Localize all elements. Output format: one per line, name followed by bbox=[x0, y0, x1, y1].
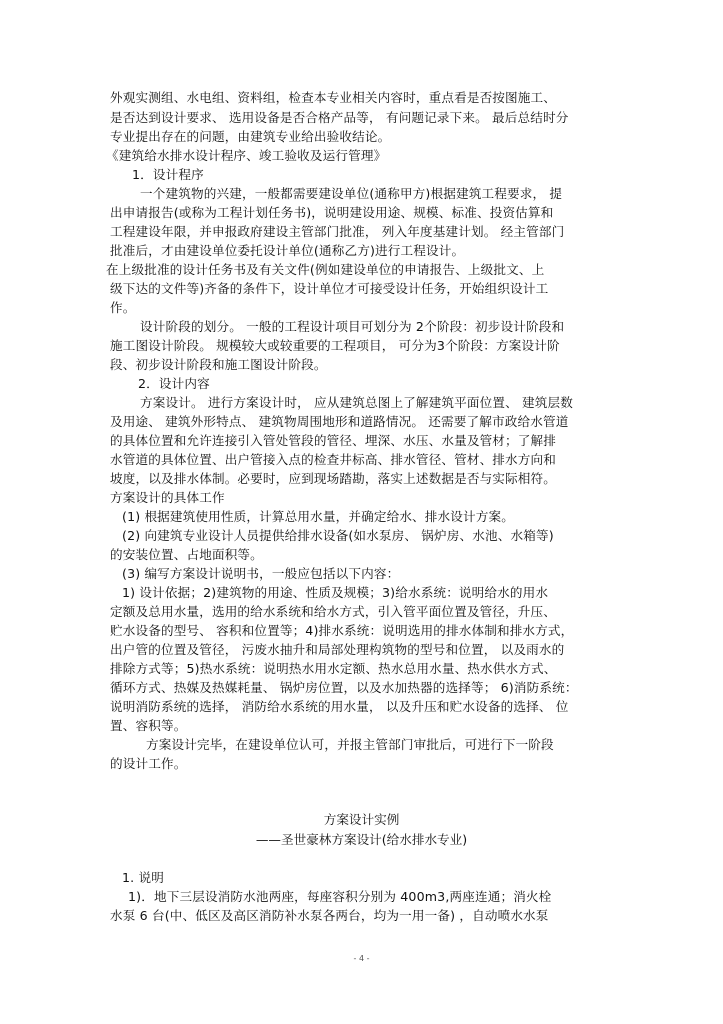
text-line: 坡度，以及排水体制。必要时，应到现场踏勘，落实上述数据是否与实际相符。 bbox=[110, 471, 557, 486]
text-line: 方案设计的具体工作 bbox=[110, 490, 225, 505]
text-line: 的设计工作。 bbox=[110, 756, 187, 771]
section-title: 方案设计实例 bbox=[323, 812, 400, 827]
text-line: 出申请报告(或称为工程计划任务书)，说明建设用途、规模、标准、投资估算和 bbox=[110, 205, 554, 220]
heading-design-procedure: 1．设计程序 bbox=[132, 167, 204, 182]
text-line: 排除方式等；5)热水系统：说明热水用水定额、热水总用水量、热水供水方式、 bbox=[110, 661, 557, 676]
page-number: - 4 - bbox=[353, 954, 370, 963]
text-line: 的具体位置和允许连接引入管处管段的管径、埋深、水压、水量及管材；了解排 bbox=[110, 433, 557, 448]
text-line: 级下达的文件等)齐备的条件下，设计单位才可接受设计任务，开始组织设计工 bbox=[110, 281, 549, 296]
text-line: 施工图设计阶段。 规模较大或较重要的工程项目， 可分为3个阶段：方案设计阶 bbox=[110, 338, 560, 353]
text-line: 《建筑给水排水设计程序、竣工验收及运行管理》 bbox=[106, 148, 387, 163]
text-line: 外观实测组、水电组、资料组，检查本专业相关内容时，重点看是否按图施工、 bbox=[110, 90, 557, 105]
text-line: 工程建设年限，并申报政府建设主管部门批准， 列入年度基建计划。 经主管部门 bbox=[110, 224, 565, 239]
text-line: (3) 编写方案设计说明书，一般应包括以下内容： bbox=[122, 566, 400, 581]
text-line: (1) 根据建筑使用性质，计算总用水量，并确定给水、排水设计方案。 bbox=[122, 509, 515, 524]
text-line: 1. 说明 bbox=[122, 870, 164, 885]
text-line: 批准后，才由建设单位委托设计单位(通称乙方)进行工程设计。 bbox=[110, 243, 465, 258]
text-line: (2) 向建筑专业设计人员提供给排水设备(如水泵房、 锅炉房、水池、水箱等) bbox=[122, 528, 554, 543]
text-line: 方案设计完毕，在建设单位认可，并报主管部门审批后，可进行下一阶段 bbox=[146, 737, 554, 752]
text-line: 方案设计。 进行方案设计时， 应从建筑总图上了解建筑平面位置、 建筑层数 bbox=[140, 395, 574, 410]
section-subtitle: ——圣世豪林方案设计(给水排水专业) bbox=[255, 832, 468, 847]
text-line: 专业提出存在的问题，由建筑专业给出验收结论。 bbox=[110, 129, 391, 144]
heading-design-content: 2．设计内容 bbox=[138, 376, 210, 391]
text-line: 出户管的位置及管径， 污废水抽升和局部处理构筑物的型号和位置， 以及雨水的 bbox=[110, 642, 565, 657]
text-line: 一个建筑物的兴建，一般都需要建设单位(通称甲方)根据建筑工程要求， 提 bbox=[140, 186, 563, 201]
text-line: 1)．地下三层设消防水池两座，每座容积分别为 400m3,两座连通；消火栓 bbox=[128, 889, 552, 904]
text-line: 在上级批准的设计任务书及有关文件(例如建设单位的申请报告、上级批文、上 bbox=[106, 262, 545, 277]
text-line: 说明消防系统的选择， 消防给水系统的用水量， 以及升压和贮水设备的选择、 位 bbox=[110, 699, 569, 714]
text-line: 置、容积等。 bbox=[110, 718, 187, 733]
text-line: 及用途、 建筑外形特点、 建筑物周围地形和道路情况。 还需要了解市政给水管道 bbox=[110, 414, 569, 429]
text-line: 段、初步设计阶段和施工图设计阶段。 bbox=[110, 357, 327, 372]
text-line: 设计阶段的划分。 一般的工程设计项目可划分为 2个阶段：初步设计阶段和 bbox=[140, 319, 565, 334]
text-line: 的安装位置、占地面积等。 bbox=[110, 547, 263, 562]
text-line: 1) 设计依据；2)建筑物的用途、性质及规模；3)给水系统：说明给水的用水 bbox=[122, 585, 549, 600]
text-line: 定额及总用水量，选用的给水系统和给水方式，引入管平面位置及管径，升压、 bbox=[110, 604, 557, 619]
text-line: 水管道的具体位置、出户管接入点的检查井标高、排水管径、管材、排水方向和 bbox=[110, 452, 557, 467]
text-line: 水泵 6 台(中、低区及高区消防补水泵各两台，均为一用一备) ，自动喷水水泵 bbox=[110, 908, 549, 923]
text-line: 贮水设备的型号、 容积和位置等；4)排水系统：说明选用的排水体制和排水方式， bbox=[110, 623, 574, 638]
text-line: 作。 bbox=[110, 300, 136, 315]
text-line: 是否达到设计要求、 选用设备是否合格产品等， 有问题记录下来。 最后总结时分 bbox=[110, 110, 569, 125]
text-line: 循环方式、热媒及热媒耗量、 锅炉房位置，以及水加热器的选择等； 6)消防系统： bbox=[110, 680, 578, 695]
